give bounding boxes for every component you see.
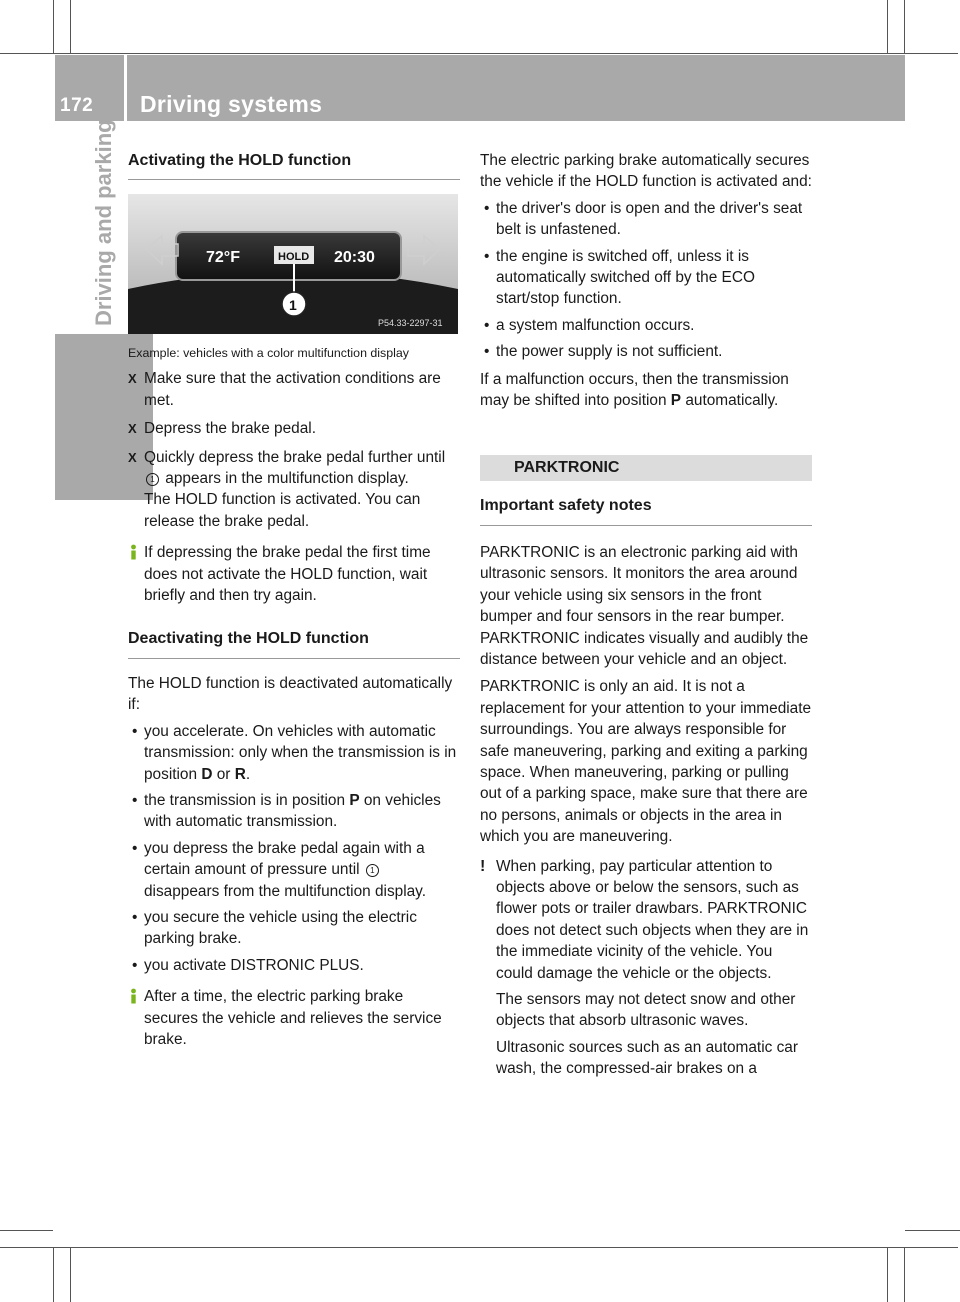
callout-number: 1: [289, 297, 297, 314]
left-column: [128, 150, 460, 1050]
info-icon: [128, 544, 139, 560]
side-tab-label: Driving and parking: [91, 119, 116, 326]
gear-p: P: [349, 791, 360, 809]
warning-note: [480, 856, 812, 1080]
note-text: After a time, the electric parking brake secures the vehicle and relieves the service brake.: [144, 988, 442, 1048]
figure-code: P54.33-2297-31: [378, 318, 443, 329]
hold-display-illustration: [128, 194, 458, 334]
list-item: • you activate DISTRONIC PLUS.: [132, 956, 364, 974]
bullet-text: the driver's door is open and the driver's seat belt is unfastened.: [496, 199, 803, 239]
parktronic-band: PARKTRONIC: [480, 455, 812, 481]
step-text: Quickly depress the brake pedal further until: [144, 448, 446, 466]
bullet-text: disappears from the multifunction display.: [144, 882, 427, 900]
step-item: X Quickly depress the brake pedal further until 1 appears in the multifunction display. The HOLD function is activated. You can release the brake pedal.: [128, 448, 446, 530]
crop-mark: [904, 1248, 905, 1302]
list-item: • you accelerate. On vehicles with automatic transmission: only when the transmission is in position D or R.: [132, 722, 457, 783]
info-note: [128, 986, 460, 1050]
malfunction-paragraph: [480, 369, 812, 412]
para-text: If a malfunction occurs, then the transmission may be shifted into position: [480, 370, 789, 410]
page-number: 172: [60, 95, 94, 116]
section-title: Driving systems: [140, 91, 323, 117]
para-text: automatically.: [685, 392, 779, 410]
crop-mark: [53, 1248, 54, 1302]
list-item: • the transmission is in position P on vehicles with automatic transmission.: [132, 791, 441, 831]
step-text: Depress the brake pedal.: [144, 420, 316, 438]
crop-mark: [0, 1247, 958, 1248]
deact-intro: The HOLD function is deactivated automatically if:: [128, 674, 453, 714]
crop-mark: [904, 0, 905, 53]
list-item: • you secure the vehicle using the electric parking brake.: [132, 908, 417, 948]
list-item: • a system malfunction occurs.: [484, 316, 695, 334]
list-item: • you depress the brake pedal again with a certain amount of pressure until 1 disappears from the multifunction display.: [132, 839, 427, 900]
list-item: • the driver's door is open and the driver's seat belt is unfastened.: [484, 199, 803, 239]
callout-1-icon: 1: [366, 864, 379, 877]
display-hold: HOLD: [278, 251, 310, 264]
figure-caption: Example: vehicles with a color multifunction display: [128, 346, 409, 361]
safety-heading: Important safety notes: [480, 495, 812, 525]
list-item: • the power supply is not sufficient.: [484, 343, 723, 361]
bullet-text: the engine is switched off, unless it is automatically switched off by the ECO start/stop function.: [496, 247, 755, 308]
crop-mark: [0, 53, 958, 54]
info-icon: [128, 988, 139, 1004]
bullet-text: or: [216, 765, 231, 783]
crop-mark: [887, 0, 888, 53]
header-separator: [124, 55, 127, 121]
activating-heading: Activating the HOLD function: [128, 150, 460, 180]
callout-1-icon: 1: [146, 473, 159, 486]
bullet-text: you accelerate. On vehicles with automatic transmission: only when the transmission is in position: [144, 722, 457, 783]
bullet-text: a system malfunction occurs.: [496, 316, 695, 334]
warning-text: When parking, pay particular attention to objects above or below the sensors, such as flower pots or trailer drawbars. PARKTRONIC does not detect such objects when they are in the immediate vicinity of the vehicle. You could damage the vehicle or the objects.: [496, 857, 809, 982]
crop-mark: [70, 1248, 71, 1302]
step-text: appears in the multifunction display.: [165, 470, 409, 488]
bullet-text: the transmission is in position: [144, 791, 346, 809]
parktronic-para-1: PARKTRONIC is an electronic parking aid with ultrasonic sensors. It monitors the area around your vehicle using six sensors in the front bumper and four sensors in the rear bumper. PARKTRONIC indicates visually and audibly the distance between your vehicle and an object.: [480, 543, 809, 668]
warning-icon: !: [480, 857, 486, 875]
crop-mark: [0, 1230, 53, 1231]
bullet-text: on vehicles with automatic transmission.: [144, 791, 441, 831]
right-intro: The electric parking brake automatically secures the vehicle if the HOLD function is activated and:: [480, 152, 812, 191]
gear-p: P: [670, 392, 682, 410]
bullet-text: you secure the vehicle using the electric parking brake.: [144, 908, 417, 948]
note-text: If depressing the brake pedal the first time does not activate the HOLD function, wait briefly and then try again.: [144, 544, 431, 605]
display-time: 20:30: [334, 249, 375, 267]
bullet-text: you activate DISTRONIC PLUS.: [144, 956, 364, 974]
bullet-text: the power supply is not sufficient.: [496, 343, 723, 361]
display-temp: 72°F: [206, 249, 240, 267]
step-text: Make sure that the activation conditions are met.: [144, 370, 441, 409]
hold-display-figure: [128, 194, 458, 334]
crop-mark: [887, 1248, 888, 1302]
crop-mark: [905, 1230, 960, 1231]
warning-text: Ultrasonic sources such as an automatic car wash, the compressed-air brakes on a: [496, 1038, 798, 1078]
info-note: [128, 542, 460, 606]
crop-mark: [53, 0, 54, 53]
step-item: X Make sure that the activation conditions are met.: [128, 370, 441, 409]
right-column: [480, 150, 812, 1080]
gear-d: D: [201, 765, 213, 783]
gear-r: R: [234, 765, 246, 783]
crop-mark: [70, 0, 71, 53]
step-item: X Depress the brake pedal.: [128, 420, 316, 438]
step-result: The HOLD function is activated. You can release the brake pedal.: [144, 491, 421, 530]
warning-text: The sensors may not detect snow and other objects that absorb ultrasonic waves.: [496, 991, 796, 1030]
bullet-text: you depress the brake pedal again with a certain amount of pressure until: [144, 839, 425, 879]
deactivating-heading: Deactivating the HOLD function: [128, 628, 460, 658]
list-item: • the engine is switched off, unless it is automatically switched off by the ECO start/stop function.: [484, 247, 755, 308]
parktronic-para-2: PARKTRONIC is only an aid. It is not a replacement for your attention to your immediate surroundings. You are always responsible for safe maneuvering, parking and exiting a parking space. When maneuvering, parking or pulling out of a parking space, make sure that there are no persons, animals or objects in the area in which you are maneuvering.: [480, 678, 812, 846]
